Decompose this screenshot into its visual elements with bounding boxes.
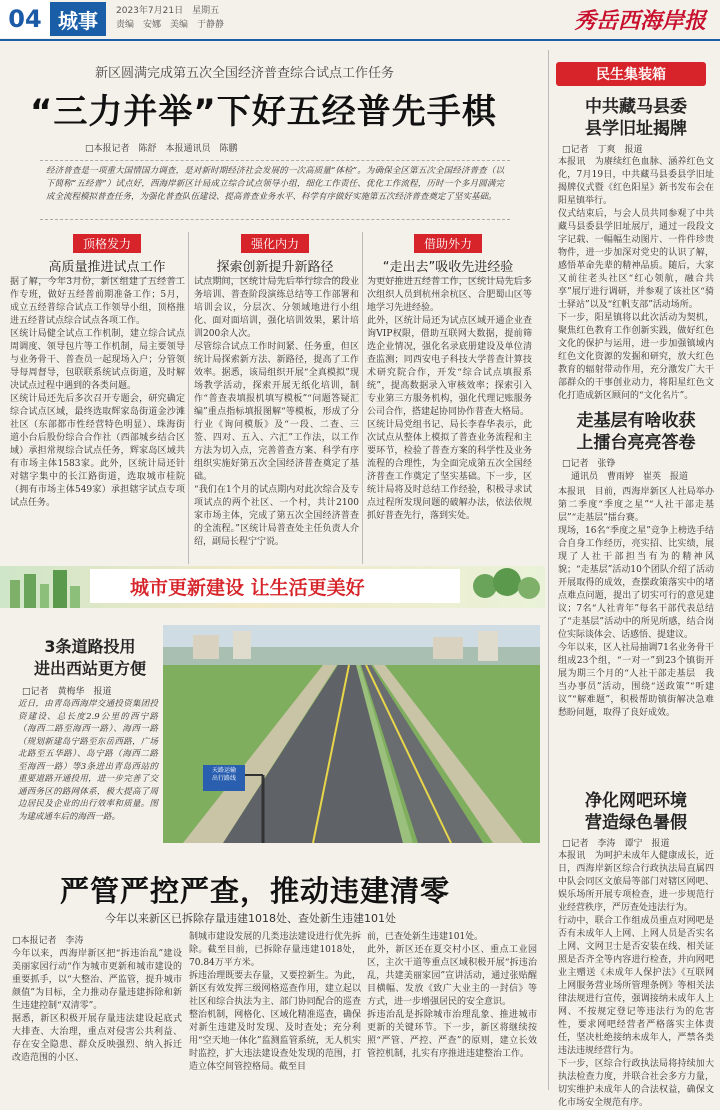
- column-divider: [188, 232, 189, 564]
- side-a2-title1: 走基层有啥收获: [576, 411, 696, 431]
- newspaper-logo: 秀岳西海岸报: [573, 8, 706, 34]
- lead-byline: □本报记者 陈舒 本报通讯员 陈鹏: [85, 144, 238, 154]
- sidebar-box-label: 民生集装箱: [596, 67, 666, 83]
- side-a2-body: 本报讯 目前，西海岸新区人社局举办第二季度“季度之星”“人社干部走基层”“走基层”擂台赛。 现场，16名“季度之星”竞争上榜选手结合自身工作经历，亮实招、比实绩，展现了人社干部担当有为的精神风貌；“走基层”活动10个团队介绍了活动开展取得的成效，查摆政策落实中的堵点难点问题，提出了切实可行的意见建议；7名“人社青年”每名干部代表总结了“走基层”活动中的所见所感，结合岗位实际谈体会、话感悟、提建议。 今年以来，区人社局抽调71名业务骨干组成23个组，“一对一”到23个镇街开展为期三个月的“人社干部走基层 我当办事员”活动，围绕“送政策”“听建议”“解难题”，积极帮助镇街解决急难愁盼问题，取得了良好成效。: [558, 487, 714, 718]
- side-a1-title1: 中共藏马县委: [585, 97, 687, 117]
- side-a2-title2: 上擂台亮亮答卷: [576, 433, 696, 453]
- side-a1-byline: □记者 丁爽 报道: [562, 145, 643, 155]
- road-title: [20, 636, 160, 680]
- enforce-subline: 今年以来新区已拆除存量违建1018处、查处新生违建101处: [105, 912, 396, 925]
- side-a2-title: [556, 410, 716, 454]
- side-a3-byline: □记者 李涛 谭宁 报道: [562, 839, 670, 849]
- road-photo: [163, 625, 540, 843]
- sidebar-divider: [548, 50, 549, 1090]
- city-skyline-icon: [0, 566, 90, 608]
- section-label: 城事: [50, 2, 106, 36]
- side-a3-title: [556, 790, 716, 834]
- section-3-head: [368, 234, 528, 279]
- staff-line: 责编 安娜 美编 于静静: [116, 20, 225, 30]
- enforce-col2: 制城市建设发展的几类违法建设进行优先拆除。截至目前，已拆除存量违建1018处，70.84万平方米。 拆违治理既要去存量，又要控新生。为此，新区有效发挥三级网格巡查作用，建立起以社区和综合执法为主、部门协同配合的巡查整治机制，网格化、区域化精准巡查，确保对新生违建及时发现、及时查处；充分利用“空天地一体化”监测监管系统，无人机实时监控，扩大违法建设查处发现的范围，打造立体空间管控格局。截至目: [189, 932, 361, 1072]
- enforce-byline: □本报记者 李涛: [12, 936, 84, 946]
- page-number: 04: [0, 0, 50, 38]
- section-3-body: 为更好推进五经普工作，区统计局先后多次组织人员到杭州余杭区、合肥蜀山区等地学习先进经验。 此外，区统计局还为试点区域开通企业查询VIP权限，借助互联网大数据，提前筛选企业情况，强化名录底册建设及单位清查监测；同西安电子科技大学普查计算技术研究院合作，开发“综合试点填报系统”，提高数据录入审核效率；探索引入专业第三方服务机构，强化代理记账服务公司合作，搭建起协同协作普查大格局。 区统计局党组书记、局长李春华表示，此次试点从整体上模拟了普查业务流程和主要环节，检验了普查方案的科学性及业务流程的合理性，为全面完成第五次全国经济普查工作奠定了坚实基础。下一步，区统计局将及时总结工作经验，积极寻求试点过程所发现问题的破解办法，依法依规抓好普查先行，落到实处。: [367, 277, 532, 521]
- section-2-body: 试点期间，区统计局先后举行综合的段业务培训、普查阶段演练总结等工作部署和培训会议，分层次、分领域地进行小组化、面对面培训，强化培训效果，累计培训200余人次。 尽管综合试点工作时间紧、任务重，但区统计局探索新方法、新路径，提高了工作效率。据悉，该局组织开展“全真模拟”现场教学活动，探索开展无纸化培训，制作“普查表填报机填写模板”“问题答疑汇编”重点指标填报图解“等模板，形成了分行业《询问模版》及“一段、二查、三签、四对、五入、六汇”工作法，以工作方法为切入点，完善普查方案、科学有序组织实施好第五次全国经济普查奠定了基础。 “我们在1个月的试点期内对此次综合及专项试点的两个社区、一个村，共计2100家市场主体，完成了第五次全国经济普查的全流程。”区统计局普查处主任负责人介绍，副局长程宁宁说。: [194, 277, 359, 547]
- date-line: 2023年7月21日 星期五: [116, 6, 220, 16]
- section-1-tag: 顶格发力: [73, 234, 141, 253]
- road-byline: □记者 黄梅华 报道: [22, 687, 112, 697]
- side-a3-body: 本报讯 为呵护未成年人健康成长，近日，西海岸新区综合行政执法局直属四中队会同区文旅局等部门对辖区网吧、娱乐场所开展专项检查，进一步规范行业经营秩序，严厉查处违法行为。 行动中，联合工作组成员重点对网吧是否有未成年人上网、上网人员是否实名上网、文网卫士是否安装在线、相关证照是否齐全等内容进行检查，并向网吧业主赠送《未成年人保护法》《互联网上网服务营业场所管理条例》等相关法律法规进行宣传，强调接纳未成年人上网、不按规定登记等违法行为的危害性，要求网吧经营者严格落实主体责任，坚决杜绝接纳未成年人，严禁各类违法违规经营行为。 下一步，区综合行政执法局将持续加大执法检查力度，并联合社会多方力量，切实维护未成年人的合法权益，确保文化市场安全规范有序。: [558, 851, 714, 1108]
- trees-icon: [465, 566, 545, 608]
- road-title-line1: 3条道路投用: [44, 637, 136, 656]
- enforce-col3: 前，已查处新生违建101处。 此外，新区还在夏交村小区、重点工业园区，主次干道等重点区域积极开展“拆违治乱，共建美丽家园”宣讲活动，通过张贴醒目横幅、发放《致广大业主的一封信》等方式，进一步增强居民的安全意识。 拆违治乱是拆除城市治理乱象、推进城市更新的关键环节。下一步，新区将继续按照“严管、严控、严查”的原则，建立长效管控机制，扎实有序推进违建整治工作。: [367, 932, 537, 1059]
- header-meta: [116, 4, 224, 32]
- side-a3-title1: 净化网吧环境: [585, 791, 687, 811]
- sidebar-box-label-wrap: [556, 62, 706, 86]
- road-photo-illustration: [163, 625, 540, 843]
- header-rule: [0, 39, 720, 41]
- enforce-col1: 今年以来，西海岸新区把“拆违治乱”建设美丽家园行动“作为城市更新和城市建设的重要抓手，以“大整治、严监管，提升城市颜值”为目标，全力推动存量违建拆除和新生违建控制“双清零”。 据悉，新区积极开展存量违法建设起底式大排查、大治理，重点对侵害公共利益、存在安全隐患、群众反映强烈、纳入拆迁改造范围的小区、: [12, 949, 182, 1063]
- enforce-headline: 严管严控严查，推动违建清零: [60, 874, 451, 908]
- side-a2-byline: □记者 张铮 通讯员 曹雨婷 崔英 报道: [562, 459, 689, 482]
- lead-kicker: 新区圆满完成第五次全国经济普查综合试点工作任务: [95, 66, 395, 81]
- road-body: 近日，由青岛西海岸交通投资集团投资建设、总长度2.9公里的西宁路（海西二路至海西一路）、海西一路（规划新建岛宁路至东岳西路，广场北路至五华路）、岛宁路（海西二路至海西一路）等3条进出青岛西站的重要道路开通投用，进一步完善了交通西务区的路网体系，极大提高了周边居民及企业的出行效率和质量。图为建成通车后的海西一路。: [18, 699, 158, 822]
- section-2-sub: 探索创新提升新路径: [200, 256, 350, 279]
- section-3-sub: “走出去”吸收先进经验: [368, 256, 528, 279]
- section-2-head: [200, 234, 350, 279]
- section-3-tag: 借助外力: [414, 234, 482, 253]
- side-a1-title2: 县学旧址揭牌: [585, 119, 687, 139]
- section-2-tag: 强化内力: [241, 234, 309, 253]
- side-a1-body: 本报讯 为赓续红色血脉、涵养红色文化，7月19日，中共藏马县委县学旧址揭牌仪式暨《红色阳星》新书发布会在阳星镇举行。 仪式结束后，与会人员共同参观了中共藏马县委县学旧址展厅，通过一段段文字记载、一幅幅生动图片、一件件珍贵物件，进一步加深对党史的认识了解，感悟革命先辈的精神品质。随后，大家又前往老头社区“红心领航，融合共享”展厅进行调研，并参观了该社区“骑士驿站”以及“红帆支部”活动场所。 下一步，阳星镇将以此次活动为契机，聚焦红色教育工作创新实践，做好红色文化的保护与运用，进一步加强镇域内红色文化资源的发掘和研究，放大红色教育的辐射带动作用，充分激发广大干部群众的干事创业动力，将阳星红色文化打造成新区顾问的“文化名片”。: [558, 157, 714, 401]
- lead-headline: “三力并举”下好五经普先手棋: [30, 92, 497, 132]
- section-1-sub: 高质量推进试点工作: [32, 256, 182, 279]
- lead-intro-box: [40, 160, 510, 220]
- section-1-head: [32, 234, 182, 279]
- banner-text: 城市更新建设 让生活更美好: [130, 576, 365, 599]
- side-a3-title2: 营造绿色暑假: [585, 813, 687, 833]
- road-title-line2: 进出西站更方便: [33, 659, 146, 678]
- section-1-body: 据了解，今年3月份，新区组建了五经普工作专班，做好五经普前期准备工作；5月，成立五经普综合试点工作领导小组，顶格推进五经普试点综合试点各项工作。 区统计局健全试点工作机制，建立综合试点周调度、领导包片等工作机制，局主要领导与业务骨干、普查员一起现场入户；分管领导每周督导，包联联系统试点街道，及时解决试点过程中遇到的各类问题。 区统计局还先后多次召开专题会，研究确定综合试点区域，最终选取辉家岛街道金沙滩社区（东部都市性经营特色明显）、珠海街道小台后股份综合合作社（西部城乡结合区域）承担常规综合试点任务，辉家岛区域共有市场主体1583家。此外，区统计局还针对辖字集中的长江路街道，选取城市桂院（拥有市场主体549家）承担辖字试点专项试点任务。: [10, 277, 185, 508]
- lead-intro: 经济普查是一项重大国情国力调查，是对新时期经济社会发展的一次高质量“体检”。为确保全区第五次全国经济普查（以下简称“五经普”）试点好，西海岸新区计局成立综合试点领导小组，细化工作责任、优化工作流程，历时一个多月圆满完成全流程模拟普查任务，为强化普查队伍建设、提高普查业务水平、科学有序做好实施第五次经济普查奠定了坚实基础。: [46, 166, 504, 202]
- road-sign: 天路运输 出行路线: [211, 767, 236, 782]
- column-divider: [362, 232, 363, 564]
- side-a1-title: [556, 96, 716, 140]
- banner: [90, 569, 460, 603]
